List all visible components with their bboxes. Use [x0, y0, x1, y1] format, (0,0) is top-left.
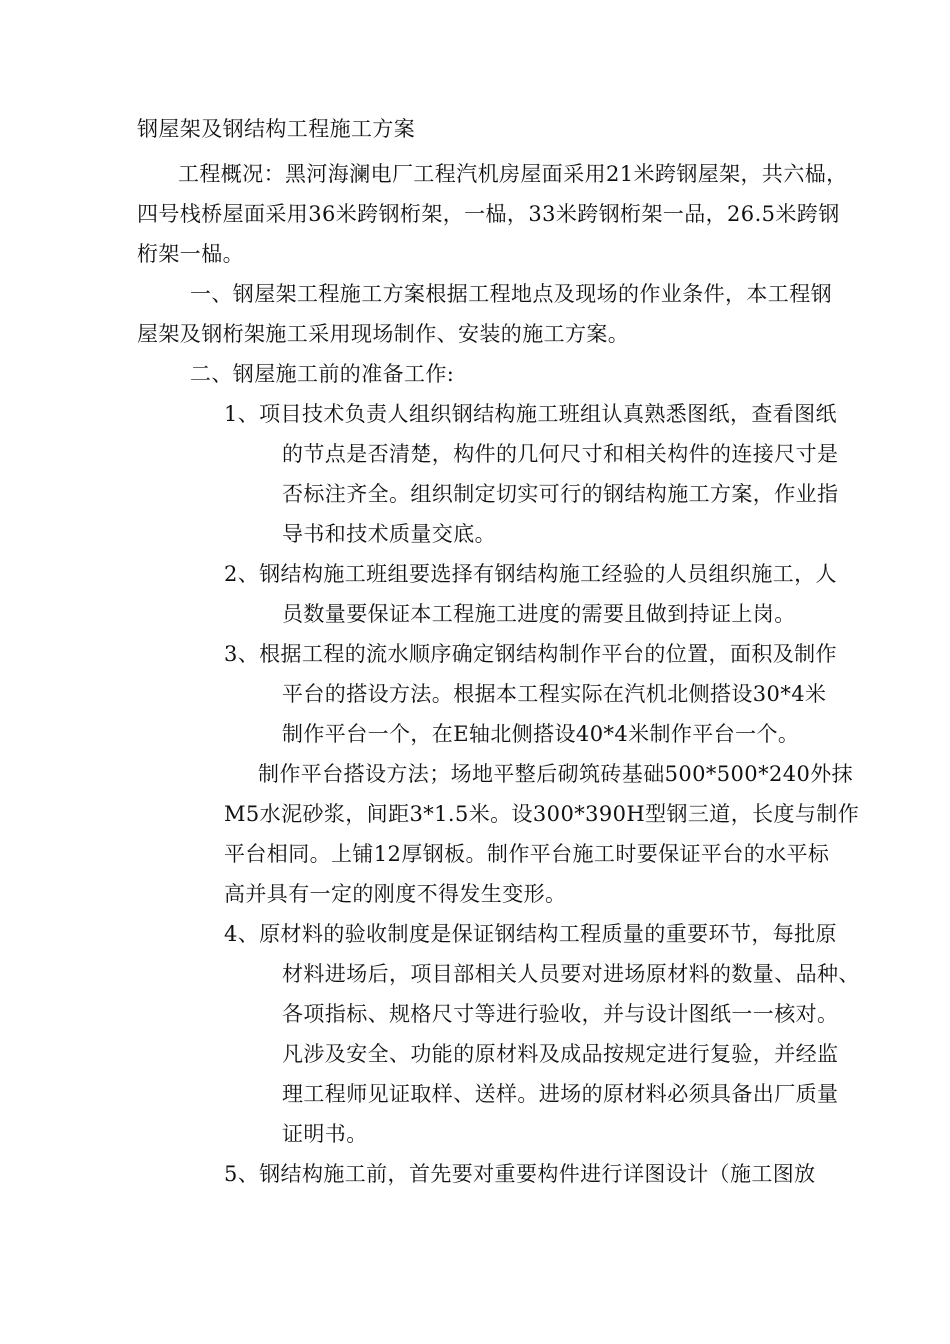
platform-line: 平台相同。上铺12厚钢板。制作平台施工时要保证平台的水平标 — [224, 842, 830, 866]
document-title: 钢屋架及钢结构工程施工方案 — [137, 117, 416, 141]
section2-heading: 二、钢屋施工前的准备工作: — [190, 362, 455, 386]
platform-line: 高并具有一定的刚度不得发生变形。 — [224, 882, 567, 906]
section1-line: 屋架及钢桁架施工采用现场制作、安装的施工方案。 — [137, 322, 630, 346]
item4-line: 4、原材料的验收制度是保证钢结构工程质量的重要环节，每批原 — [224, 922, 837, 946]
item4-line: 理工程师见证取样、送样。进场的原材料必须具备出厂质量 — [282, 1082, 839, 1106]
item4-line: 各项指标、规格尺寸等进行验收，并与设计图纸一一核对。 — [282, 1002, 839, 1026]
item3-line: 3、根据工程的流水顺序确定钢结构制作平台的位置，面积及制作 — [224, 642, 837, 666]
section1-line: 一、钢屋架工程施工方案根据工程地点及现场的作业条件，本工程钢 — [190, 282, 832, 306]
item1-line: 导书和技术质量交底。 — [282, 522, 496, 546]
platform-line: 制作平台搭设方法；场地平整后砌筑砖基础500*500*240外抹 — [258, 762, 854, 786]
platform-line: M5水泥砂浆，间距3*1.5米。设300*390H型钢三道，长度与制作 — [224, 802, 860, 826]
item1-line: 的节点是否清楚，构件的几何尺寸和相关构件的连接尺寸是 — [282, 442, 839, 466]
item3-line: 制作平台一个，在E轴北侧搭设40*4米制作平台一个。 — [282, 722, 800, 746]
overview-line: 桁架一榀。 — [137, 242, 244, 266]
item5-line: 5、钢结构施工前，首先要对重要构件进行详图设计（施工图放 — [224, 1162, 816, 1186]
overview-line: 工程概况：黑河海澜电厂工程汽机房屋面采用21米跨钢屋架，共六榀， — [178, 162, 848, 186]
item1-line: 否标注齐全。组织制定切实可行的钢结构施工方案，作业指 — [282, 482, 839, 506]
item4-line: 材料进场后，项目部相关人员要对进场原材料的数量、品种、 — [282, 962, 860, 986]
item4-line: 证明书。 — [282, 1122, 368, 1146]
item2-line: 员数量要保证本工程施工进度的需要且做到持证上岗。 — [282, 602, 796, 626]
item1-line: 1、项目技术负责人组织钢结构施工班组认真熟悉图纸，查看图纸 — [224, 402, 837, 426]
item3-line: 平台的搭设方法。根据本工程实际在汽机北侧搭设30*4米 — [282, 682, 827, 706]
overview-line: 四号栈桥屋面采用36米跨钢桁架，一榀，33米跨钢桁架一品，26.5米跨钢 — [137, 202, 840, 226]
item4-line: 凡涉及安全、功能的原材料及成品按规定进行复验，并经监 — [282, 1042, 839, 1066]
item2-line: 2、钢结构施工班组要选择有钢结构施工经验的人员组织施工，人 — [224, 562, 837, 586]
